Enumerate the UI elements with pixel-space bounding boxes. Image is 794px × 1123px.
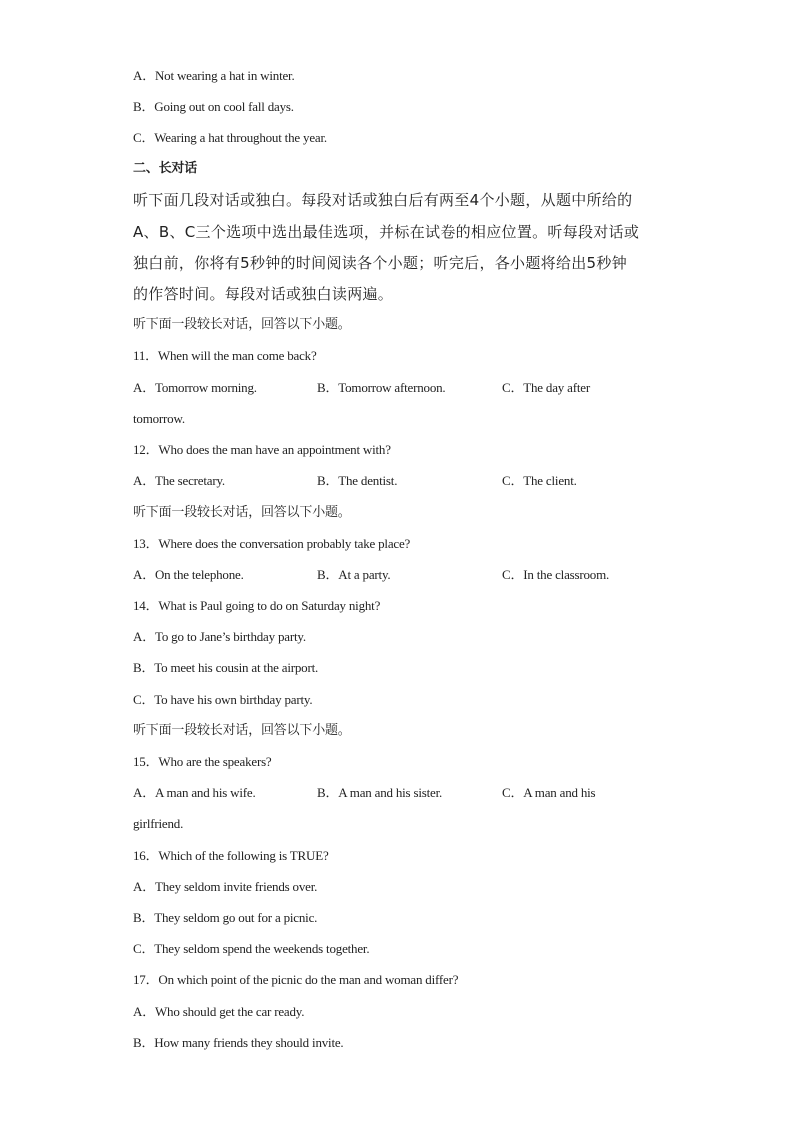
- question-11-option-a: A．Tomorrow morning.: [133, 380, 257, 395]
- question-12-option-b: B．The dentist.: [317, 473, 398, 488]
- instruction-line-3: 独白前，你将有5秒钟的时间阅读各个小题；听完后，各小题将给出5秒钟: [133, 254, 627, 272]
- question-13-option-a: A．On the telephone.: [133, 567, 244, 582]
- question-13-option-c: C．In the classroom.: [502, 567, 610, 582]
- question-14-option-c: C．To have his own birthday party.: [133, 692, 313, 707]
- prev-option-b: B．Going out on cool fall days.: [133, 99, 294, 114]
- listen-prompt-2: 听下面一段较长对话，回答以下小题。: [133, 505, 351, 520]
- question-15-option-c-cont: girlfriend.: [133, 816, 184, 831]
- question-14-option-a: A．To go to Jane’s birthday party.: [133, 629, 306, 644]
- instruction-line-1: 听下面几段对话或独白。每段对话或独白后有两至4个小题，从题中所给的: [133, 191, 633, 209]
- question-16-option-b: B．They seldom go out for a picnic.: [133, 910, 318, 925]
- section-title: 二、长对话: [133, 161, 198, 176]
- prev-option-c: C．Wearing a hat throughout the year.: [133, 130, 327, 145]
- question-16-stem: 16．Which of the following is TRUE?: [133, 848, 329, 863]
- instruction-line-4: 的作答时间。每段对话或独白读两遍。: [133, 285, 394, 303]
- instruction-line-2: A、B、C三个选项中选出最佳选项，并标在试卷的相应位置。听每段对话或: [133, 223, 640, 241]
- question-13-option-b: B．At a party.: [317, 567, 391, 582]
- question-13-stem: 13．Where does the conversation probably take place?: [133, 536, 411, 551]
- question-16-option-c: C．They seldom spend the weekends together.: [133, 941, 370, 956]
- question-12-stem: 12．Who does the man have an appointment with?: [133, 442, 391, 457]
- listen-prompt: 听下面一段较长对话，回答以下小题。: [133, 317, 351, 332]
- prev-option-a: A．Not wearing a hat in winter.: [133, 68, 295, 83]
- question-17-stem: 17．On which point of the picnic do the man and woman differ?: [133, 972, 459, 987]
- question-15-option-b: B．A man and his sister.: [317, 785, 443, 800]
- question-14-stem: 14．What is Paul going to do on Saturday night?: [133, 598, 381, 613]
- question-12-option-a: A．The secretary.: [133, 473, 225, 488]
- question-16-option-a: A．They seldom invite friends over.: [133, 879, 318, 894]
- question-17-option-b: B．How many friends they should invite.: [133, 1035, 344, 1050]
- question-15-stem: 15．Who are the speakers?: [133, 754, 272, 769]
- question-11-stem: 11．When will the man come back?: [133, 348, 317, 363]
- question-11-option-c-cont: tomorrow.: [133, 411, 185, 426]
- question-14-option-b: B．To meet his cousin at the airport.: [133, 660, 319, 675]
- question-17-option-a: A．Who should get the car ready.: [133, 1004, 305, 1019]
- listen-prompt-3: 听下面一段较长对话，回答以下小题。: [133, 723, 351, 738]
- question-15-option-c: C．A man and his: [502, 785, 596, 800]
- question-15-option-a: A．A man and his wife.: [133, 785, 256, 800]
- question-12-option-c: C．The client.: [502, 473, 577, 488]
- question-11-option-b: B．Tomorrow afternoon.: [317, 380, 446, 395]
- question-11-option-c: C．The day after: [502, 380, 590, 395]
